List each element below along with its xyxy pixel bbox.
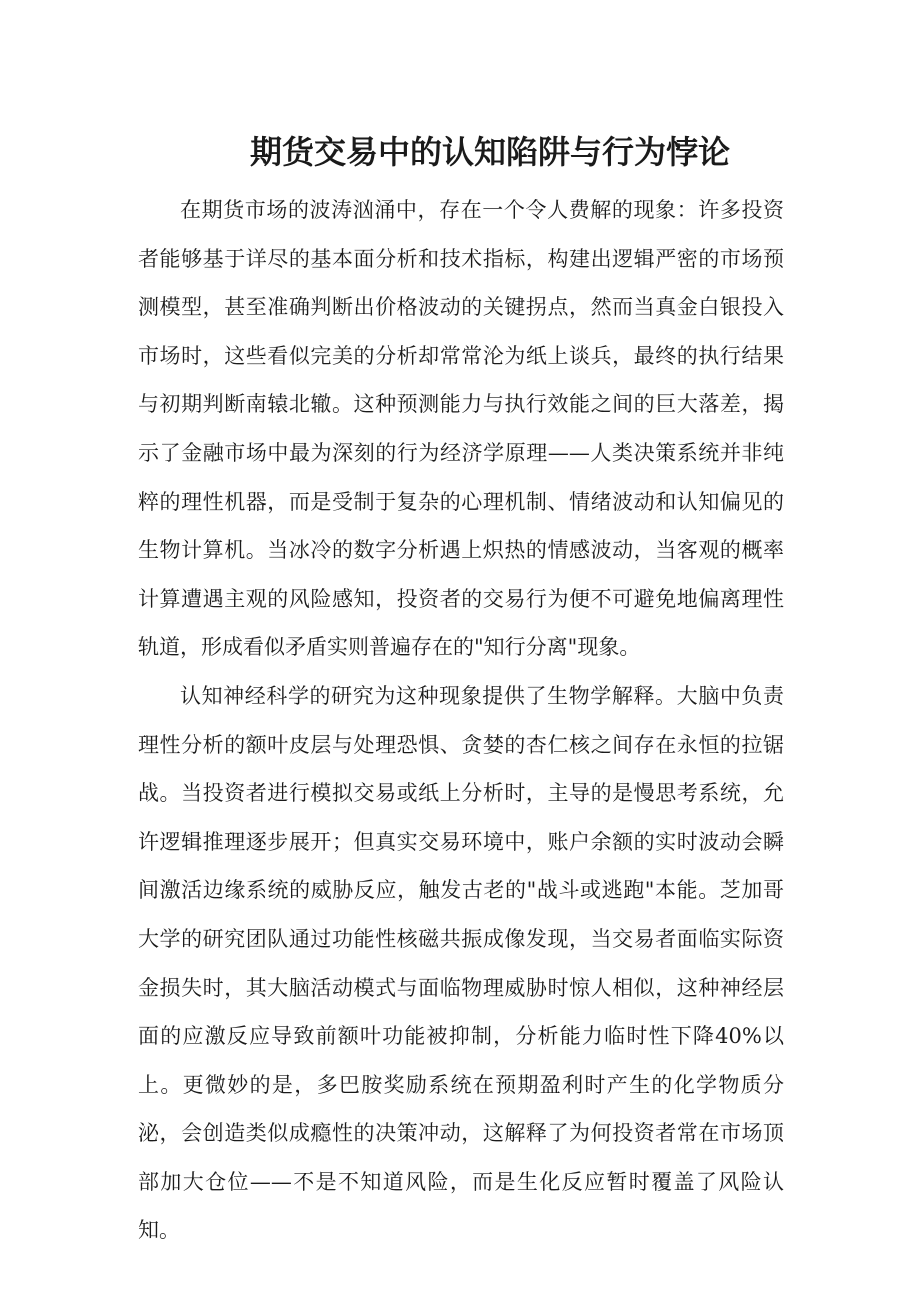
paragraph-1: 在期货市场的波涛汹涌中，存在一个令人费解的现象：许多投资者能够基于详尽的基本面分析和技术指标，构建出逻辑严密的市场预测模型，甚至准确判断出价格波动的关键拐点，然而当真金白银投入市场时，这些看似完美的分析却常常沦为纸上谈兵，最终的执行结果与初期判断南辕北辙。这种预测能力与执行效能之间的巨大落差，揭示了金融市场中最为深刻的行为经济学原理——人类决策系统并非纯粹的理性机器，而是受制于复杂的心理机制、情绪波动和认知偏见的生物计算机。当冰冷的数字分析遇上炽热的情感波动，当客观的概率计算遭遇主观的风险感知，投资者的交易行为便不可避免地偏离理性轨道，形成看似矛盾实则普遍存在的"知行分离"现象。 (138, 198, 784, 660)
document-body (138, 186, 784, 1255)
document-title: 期货交易中的认知陷阱与行为悖论 (249, 133, 730, 171)
paragraph-2: 认知神经科学的研究为这种现象提供了生物学解释。大脑中负责理性分析的额叶皮层与处理恐惧、贪婪的杏仁核之间存在永恒的拉锯战。当投资者进行模拟交易或纸上分析时，主导的是慢思考系统，允许逻辑推理逐步展开；但真实交易环境中，账户余额的实时波动会瞬间激活边缘系统的威胁反应，触发古老的"战斗或逃跑"本能。芝加哥大学的研究团队通过功能性核磁共振成像发现，当交易者面临实际资金损失时，其大脑活动模式与面临物理威胁时惊人相似，这种神经层面的应激反应导致前额叶功能被抑制，分析能力临时性下降40%以上。更微妙的是，多巴胺奖励系统在预期盈利时产生的化学物质分泌，会创造类似成瘾性的决策冲动，这解释了为何投资者常在市场顶部加大仓位——不是不知道风险，而是生化反应暂时覆盖了风险认知。 (138, 683, 784, 1243)
